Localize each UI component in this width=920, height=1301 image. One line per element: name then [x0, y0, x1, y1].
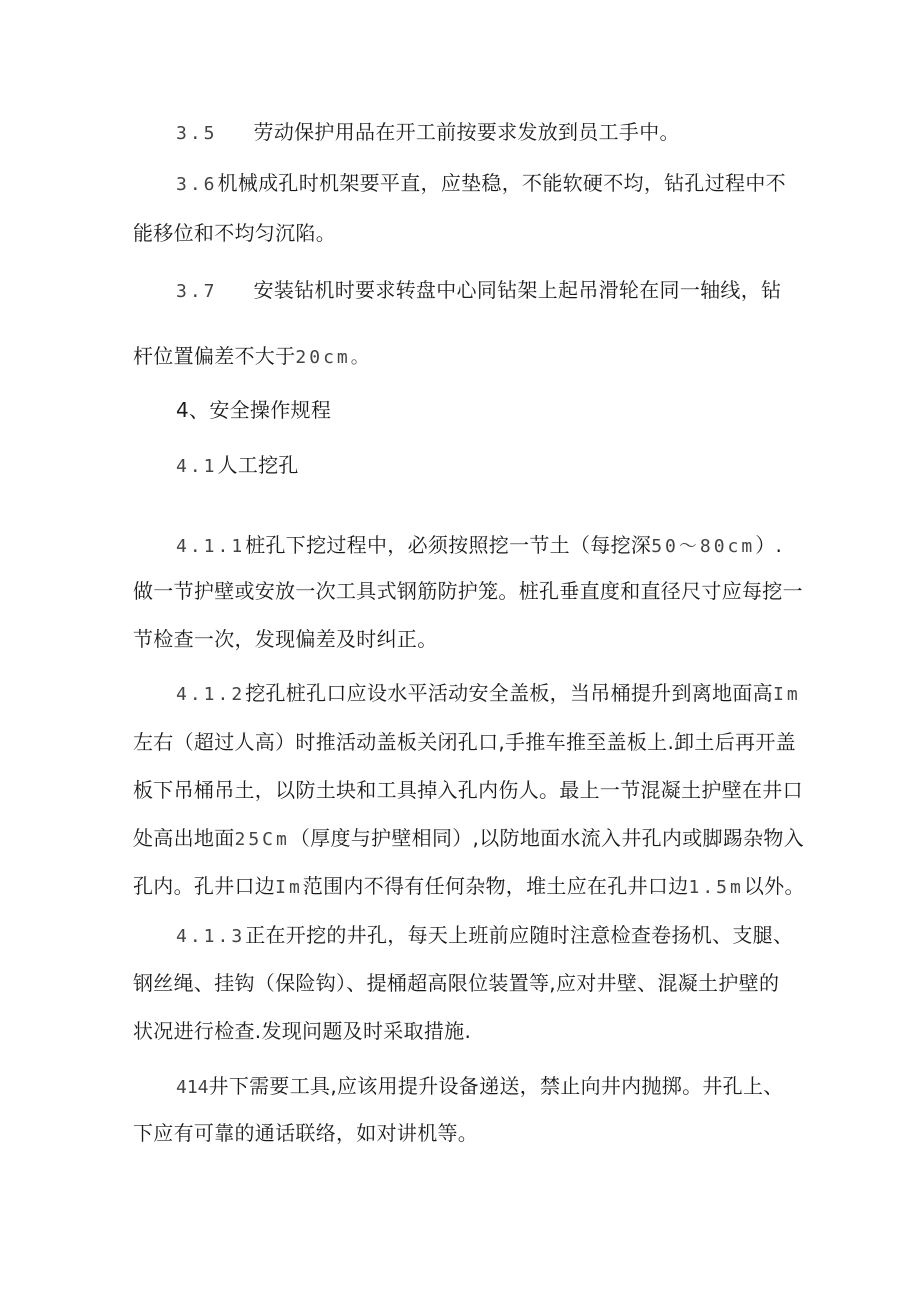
paragraph-text: 机械成孔时机架要平直，应垫稳，不能软硬不均，钻孔过程中不 [217, 171, 786, 195]
section-3-5 [176, 119, 680, 147]
paragraph-text: 节检查一次，发现偏差及时纠正。 [133, 627, 438, 651]
section-4-1-3-continued [133, 970, 779, 996]
paragraph-text: ）. [755, 533, 783, 557]
section-4-1-4 [176, 1073, 784, 1101]
paragraph-text: 杆位置偏差不大于 [133, 344, 296, 368]
paragraph-text: 正在开挖的井孔，每天上班前应随时注意检查卷扬机、支腿、 [245, 923, 794, 947]
section-4-1-1-continued [133, 626, 438, 652]
paragraph-text: 以外。 [743, 874, 805, 898]
inline-value: Im [773, 684, 801, 705]
section-number: 4.1 [176, 456, 218, 477]
paragraph-text: （厚度与护壁相同）,以防地面水流入井孔内或脚踢杂物入 [289, 826, 805, 850]
section-4-1-2-continued [133, 825, 804, 853]
paragraph-text: 桩孔下挖过程中，必须按照挖一节土（每挖深 [245, 533, 652, 557]
section-number: 4.1.2 [176, 684, 246, 705]
section-4-1-1-continued [133, 578, 803, 604]
paragraph-text: 井下需要工具,应该用提升设备递送，禁止向井内抛掷。井孔上、 [208, 1074, 784, 1098]
section-3-6-continued [133, 220, 336, 246]
paragraph-text: 处高出地面 [133, 826, 235, 850]
paragraph-text: 状况进行检查.发现问题及时采取措施. [133, 1019, 472, 1043]
section-heading-4 [176, 397, 331, 423]
section-4-1-2-continued [133, 873, 805, 901]
section-3-6 [176, 170, 786, 198]
section-4-1-2-continued [133, 777, 803, 803]
inline-value: 20cm。 [295, 347, 372, 368]
paragraph-text: 做一节护壁或安放一次工具式钢筋防护笼。桩孔垂直度和直径尺寸应每挖一 [133, 579, 803, 603]
section-number: 3.7 [176, 281, 218, 302]
section-number: 4.1.1 [176, 536, 246, 557]
section-heading-4-1 [176, 452, 299, 480]
paragraph-text: 左右（超过人高）时推活动盖板关闭孔口,手推车推至盖板上.卸土后再开盖 [133, 730, 796, 754]
section-4-1-3 [176, 922, 793, 950]
section-3-7 [176, 277, 781, 305]
inline-value: 50～80cm [651, 536, 756, 557]
paragraph-text: 安装钻机时要求转盘中心同钻架上起吊滑轮在同一轴线，钻 [253, 278, 782, 302]
paragraph-text: 能移位和不均匀沉陷。 [133, 221, 336, 245]
paragraph-text: 范围内不得有任何杂物，堆土应在孔井口边 [302, 874, 689, 898]
section-4-1-1 [176, 532, 782, 560]
section-3-7-continued [133, 343, 372, 371]
inline-value: 25Cm [234, 829, 290, 850]
paragraph-text: 下应有可靠的通话联络，如对讲机等。 [133, 1121, 479, 1145]
inline-value: 1.5m [688, 877, 744, 898]
paragraph-text: 板下吊桶吊土，以防土块和工具掉入孔内伤人。最上一节混凝土护壁在井口 [133, 778, 803, 802]
inline-value: Im [275, 877, 303, 898]
paragraph-text: 钢丝绳、挂钩（保险钩）、提桶超高限位装置等,应对井壁、混凝土护壁的 [133, 971, 780, 995]
section-number: 3.6 [176, 174, 218, 195]
section-4-1-2 [176, 680, 801, 708]
section-number: 3.5 [176, 123, 218, 144]
paragraph-text: 孔内。孔井口边 [133, 874, 276, 898]
paragraph-text: 挖孔桩孔口应设水平活动安全盖板，当吊桶提升到离地面高 [245, 681, 773, 705]
heading-text: 4、安全操作规程 [176, 398, 332, 422]
section-4-1-3-continued [133, 1018, 471, 1044]
section-4-1-4-continued [133, 1120, 478, 1146]
section-4-1-2-continued [133, 729, 796, 755]
heading-text: 人工挖孔 [217, 453, 299, 477]
section-number: 4.1.3 [176, 926, 246, 947]
paragraph-text: 劳动保护用品在开工前按要求发放到员工手中。 [253, 120, 680, 144]
section-number: 414 [176, 1077, 209, 1098]
